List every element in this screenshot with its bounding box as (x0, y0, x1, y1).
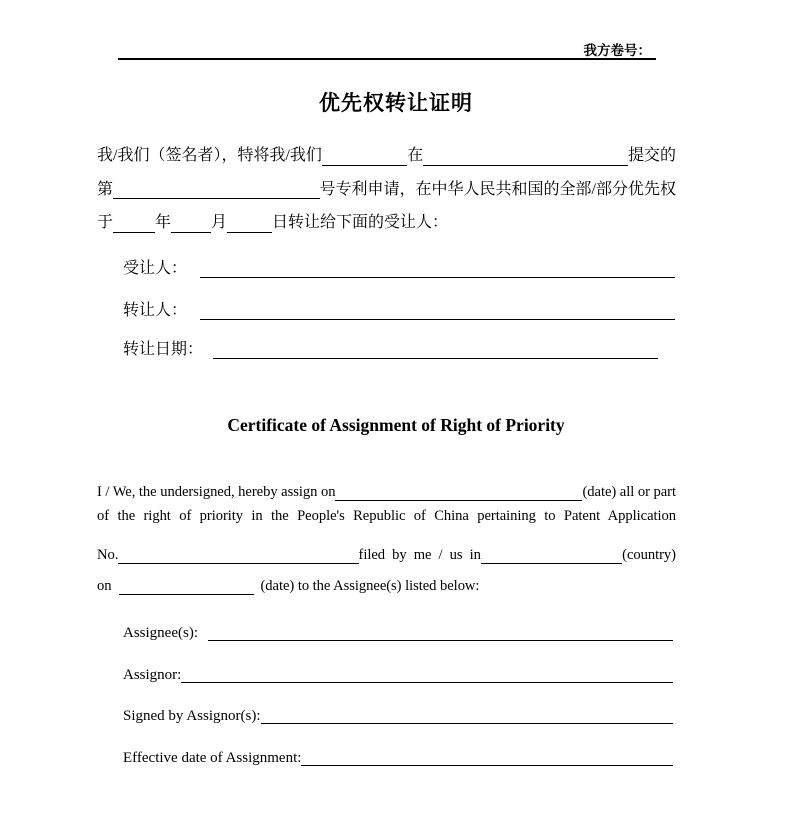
field-row-assignee-en (123, 619, 673, 641)
signed-by-assignor-label: Signed by Assignor(s): (123, 707, 261, 724)
paragraph-line (97, 469, 676, 501)
fill-in-blank-assignee-zh[interactable] (200, 275, 675, 278)
paragraph-line (97, 166, 676, 200)
zh-line2-text-b: 号专利申请，在中华人民共和国的全部/部分优先权 (319, 180, 676, 198)
zh-line3-text-d: 日转让给下面的受让人： (272, 214, 449, 232)
assignee-zh-label: 受让人： (123, 260, 188, 278)
paragraph-line (97, 564, 676, 596)
chinese-paragraph (97, 132, 676, 233)
zh-line1-text-a: 我/我们（签名者），特将我/我们 (97, 147, 322, 165)
field-row-assignor-en (123, 661, 673, 683)
field-row-assignee-zh (123, 256, 675, 278)
paragraph-line (97, 132, 676, 166)
fill-in-blank-assignee-en[interactable] (208, 638, 673, 641)
docket-number-label: 我方卷号： (583, 43, 651, 58)
english-paragraph (97, 469, 676, 595)
fill-in-blank-day[interactable] (227, 230, 272, 233)
chinese-title: 优先权转让证明 (319, 91, 473, 115)
assignment-date-zh-label: 转让日期： (123, 341, 204, 359)
assignor-zh-label: 转让人： (123, 302, 188, 320)
en-line1-text-a: I / We, the undersigned, hereby assign on (97, 483, 336, 500)
field-row-signed-by-assignor (123, 702, 673, 724)
en-line3-text-a: No. (97, 546, 119, 563)
en-line3-text-b: filed by me / us in (358, 546, 481, 563)
zh-line3-text-b: 年 (155, 214, 172, 232)
fill-in-blank-assignor-en[interactable] (181, 680, 673, 683)
fill-in-blank-assignor-name[interactable] (322, 163, 407, 166)
fill-in-blank-filing-date[interactable] (119, 592, 254, 595)
fill-in-blank-application-number-en[interactable] (118, 561, 358, 564)
fill-in-blank-assignment-date-zh[interactable] (213, 356, 658, 359)
effective-date-label: Effective date of Assignment: (123, 749, 302, 766)
zh-line1-text-c: 提交的 (627, 147, 676, 165)
fill-in-blank-effective-date[interactable] (301, 763, 673, 766)
en-line4-text-a: on (97, 578, 112, 595)
zh-line3-text-c: 月 (211, 214, 228, 232)
zh-line2-text-a: 第 (97, 180, 114, 198)
fill-in-blank-month[interactable] (171, 230, 211, 233)
fill-in-blank-assignor-zh[interactable] (200, 317, 675, 320)
field-row-assignment-date-zh (123, 337, 658, 359)
paragraph-line (97, 532, 676, 564)
zh-line3-text-a: 于 (97, 214, 114, 232)
field-row-assignor-zh (123, 298, 675, 320)
english-title: Certificate of Assignment of Right of Priority (227, 415, 565, 435)
docket-number-row (118, 41, 656, 60)
fill-in-blank-country-en[interactable] (481, 561, 622, 564)
fill-in-blank-year[interactable] (113, 230, 155, 233)
fill-in-blank-country-zh[interactable] (423, 163, 628, 166)
en-line1-text-b: (date) all or part (582, 483, 676, 500)
en-line4-text-b: (date) to the Assignee(s) listed below: (260, 578, 480, 595)
fill-in-blank-signature[interactable] (261, 721, 673, 724)
assignee-en-label: Assignee(s): (123, 624, 198, 641)
fill-in-blank-application-number-zh[interactable] (113, 196, 320, 199)
zh-line1-text-b: 在 (407, 147, 424, 165)
field-row-effective-date (123, 744, 673, 766)
en-line3-text-c: (country) (622, 546, 676, 563)
paragraph-line: of the right of priority in the People's Republic of China pertaining to Patent Application (97, 507, 676, 524)
assignor-en-label: Assignor: (123, 666, 182, 683)
paragraph-line (97, 199, 676, 233)
